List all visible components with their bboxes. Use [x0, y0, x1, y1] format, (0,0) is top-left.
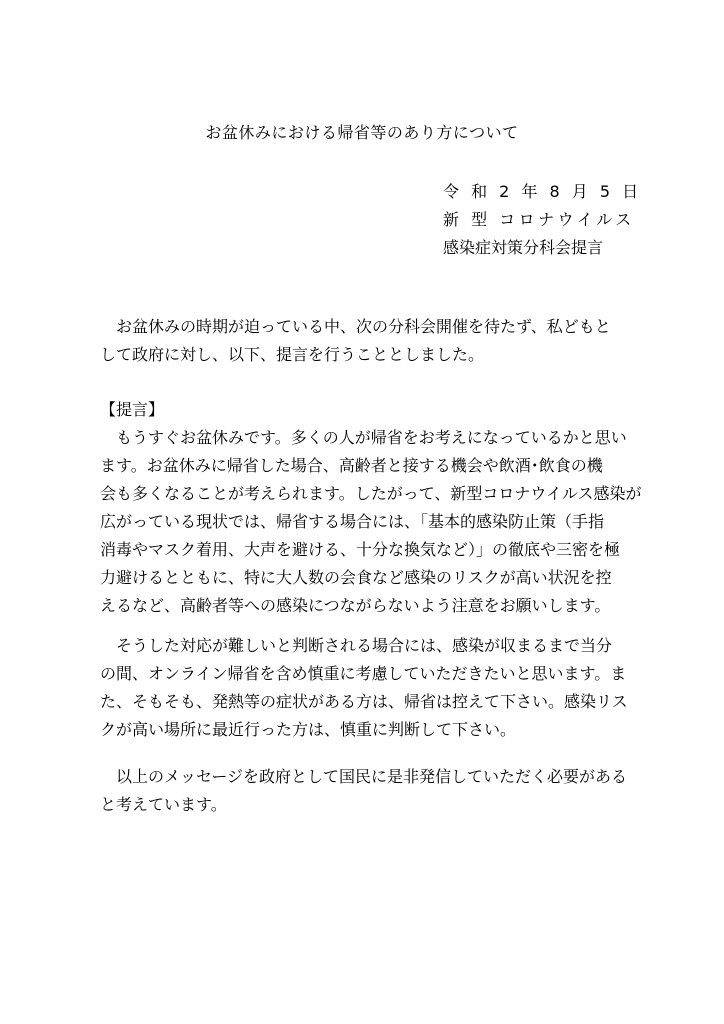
proposal-line: 広がっている現状では、帰省する場合には、「基本的感染防止策（手指	[100, 512, 605, 531]
second-paragraph	[100, 632, 630, 744]
third-paragraph	[100, 763, 630, 819]
section-heading: 【提言】	[100, 400, 165, 419]
issuer-line-2: 感染症対策分科会提言	[443, 238, 604, 257]
paragraph-line: の間、オンライン帰省を含め慎重に考慮していただきたいと思います。ま	[100, 664, 627, 683]
proposal-line: 会も多くなることが考えられます。したがって、新型コロナウイルス感染が	[100, 484, 642, 503]
document-meta	[443, 178, 713, 262]
document-title: お盆休みにおける帰省等のあり方について	[205, 123, 519, 142]
proposal-section	[100, 396, 642, 620]
issuer-line-1: 新 型 コロナウイルス	[443, 210, 635, 229]
paragraph-line: と考えています。	[100, 795, 227, 814]
proposal-line: もうすぐお盆休みです。多くの人が帰省をお考えになっているかと思い	[100, 428, 627, 447]
intro-line: お盆休みの時期が迫っている中、次の分科会開催を待たず、私どもと	[100, 317, 611, 336]
proposal-line: えるなど、高齢者等への感染につながらないよう注意をお願いします。	[100, 596, 611, 615]
proposal-line: 力避けるとともに、特に大人数の会食など感染のリスクが高い状況を控	[100, 568, 612, 587]
document-date: 令 和 2 年 8 月 5 日	[443, 182, 642, 201]
proposal-line: 消毒やマスク着用、大声を避ける、十分な換気など）」の徹底や三密を極	[100, 540, 621, 559]
paragraph-line: そうした対応が難しいと判断される場合には、感染が収まるまで当分	[100, 636, 613, 655]
paragraph-line: 以上のメッセージを政府として国民に是非発信していただく必要がある	[100, 767, 628, 786]
intro-line: して政府に対し、以下、提言を行うこととしました。	[100, 345, 485, 364]
proposal-line: ます。お盆休みに帰省した場合、高齢者と接する機会や飲酒･飲食の機	[100, 456, 603, 475]
paragraph-line: た、そもそも、発熱等の症状がある方は、帰省は控えて下さい。感染リス	[100, 692, 628, 711]
paragraph-line: クが高い場所に最近行った方は、慎重に判断して下さい。	[100, 720, 517, 739]
intro-paragraph	[100, 313, 630, 369]
